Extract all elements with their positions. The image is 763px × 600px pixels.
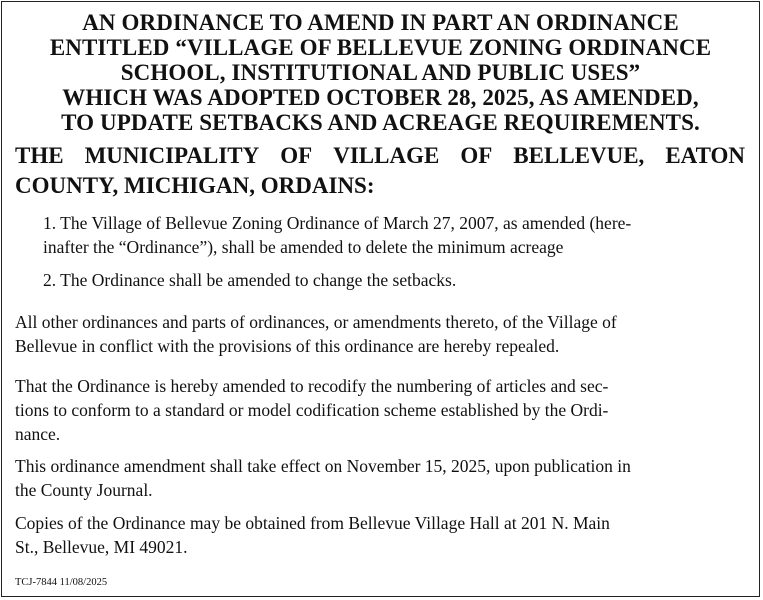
enacting-word: EATON <box>665 143 745 168</box>
enacting-word: OF <box>280 143 313 168</box>
title-line: ENTITLED “VILLAGE OF BELLEVUE ZONING ORDINANCE <box>49 35 712 60</box>
paragraph-line: All other ordinances and parts of ordinances, or amendments thereto, of the Village of <box>15 312 617 332</box>
enacting-word: MUNICIPALITY <box>84 143 260 168</box>
enacting-word: THE <box>15 143 64 168</box>
effective-date-paragraph <box>15 454 743 502</box>
paragraph-line: That the Ordinance is hereby amended to recodify the numbering of articles and sec- <box>15 376 609 396</box>
item-line: 2. The Ordinance shall be amended to change the setbacks. <box>43 270 457 290</box>
paragraph-line: nance. <box>15 424 61 444</box>
item-line: 1. The Village of Bellevue Zoning Ordinance of March 27, 2007, as amended (here- <box>43 213 632 233</box>
enacting-clause-line: COUNTY, MICHIGAN, ORDAINS: <box>15 173 375 198</box>
numbered-item-1 <box>43 211 743 259</box>
numbered-item-2 <box>43 268 743 292</box>
enacting-clause-line <box>15 141 745 171</box>
paragraph-line: This ordinance amendment shall take effect on November 15, 2025, upon publication in <box>15 456 631 476</box>
repeal-paragraph <box>15 310 743 358</box>
enacting-clause <box>15 141 745 201</box>
recodify-paragraph <box>15 374 743 446</box>
title-line: AN ORDINANCE TO AMEND IN PART AN ORDINANCE <box>82 10 679 35</box>
paragraph-line: Bellevue in conflict with the provisions of this ordinance are hereby repealed. <box>15 336 560 356</box>
copies-paragraph <box>15 511 743 559</box>
ordinance-title <box>2 10 759 135</box>
paragraph-line: St., Bellevue, MI 49021. <box>15 537 188 557</box>
item-line: inafter the “Ordinance”), shall be amended to delete the minimum acreage <box>43 237 564 257</box>
paragraph-line: Copies of the Ordinance may be obtained from Bellevue Village Hall at 201 N. Main <box>15 513 610 533</box>
legal-notice <box>1 1 760 597</box>
enacting-word: BELLEVUE, <box>513 143 645 168</box>
title-line: SCHOOL, INSTITUTIONAL AND PUBLIC USES” <box>120 60 641 85</box>
title-line: WHICH WAS ADOPTED OCTOBER 28, 2025, AS AMENDED, <box>62 85 699 110</box>
publication-code: TCJ-7844 11/08/2025 <box>15 577 108 588</box>
enacting-word: OF <box>460 143 493 168</box>
paragraph-line: the County Journal. <box>15 480 153 500</box>
title-line: TO UPDATE SETBACKS AND ACREAGE REQUIREMENTS. <box>61 110 700 135</box>
enacting-word: VILLAGE <box>333 143 440 168</box>
paragraph-line: tions to conform to a standard or model codification scheme established by the Ordi- <box>15 400 609 420</box>
